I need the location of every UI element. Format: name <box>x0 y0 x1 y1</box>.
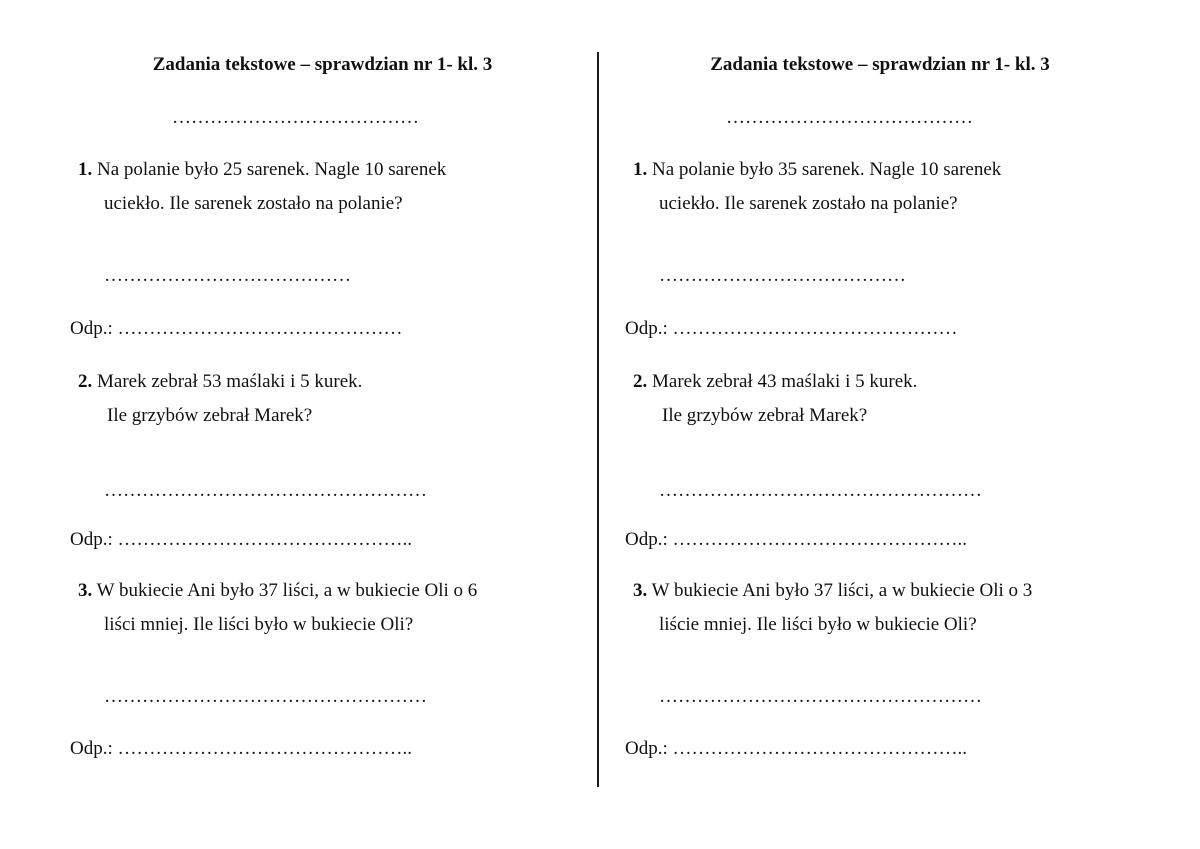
answer-line: Odp.: ……………………………………….. <box>625 738 967 759</box>
task-2-line-2: Ile grzybów zebrał Marek? <box>662 405 868 426</box>
task-2 <box>633 365 917 433</box>
answer-line: Odp.: ……………………………………….. <box>70 738 412 759</box>
task-text: Marek zebrał 53 maślaki i 5 kurek. <box>97 371 363 392</box>
task-1-line-1 <box>78 153 446 187</box>
calculation-line: ………………………………… <box>104 265 351 286</box>
task-text: W bukiecie Ani było 37 liści, a w bukiecie Oli o 3 <box>651 580 1033 601</box>
answer-line: Odp.: ……………………………………….. <box>625 529 967 550</box>
student-name-line: ………………………………… <box>172 107 419 128</box>
task-1-line-1 <box>633 153 1001 187</box>
task-2-line-2: Ile grzybów zebrał Marek? <box>107 405 313 426</box>
task-3-line-1 <box>633 574 1032 608</box>
task-3-line-2: liście mniej. Ile liści było w bukiecie Oli? <box>659 614 977 635</box>
task-1 <box>633 153 1001 221</box>
task-text: Marek zebrał 43 maślaki i 5 kurek. <box>652 371 918 392</box>
task-2-line-1 <box>78 365 362 399</box>
task-number: 3. <box>78 580 93 601</box>
test-title: Zadania tekstowe – sprawdzian nr 1- kl. 3 <box>710 54 1050 75</box>
task-2-line-1 <box>633 365 917 399</box>
task-3-line-1 <box>78 574 477 608</box>
task-text: Na polanie było 25 sarenek. Nagle 10 sarenek <box>97 159 447 180</box>
task-3 <box>633 574 1032 642</box>
calculation-line: …………………………………………… <box>104 480 427 501</box>
task-1-line-2: uciekło. Ile sarenek zostało na polanie? <box>104 193 403 214</box>
task-text: Na polanie było 35 sarenek. Nagle 10 sarenek <box>652 159 1002 180</box>
calculation-line: …………………………………………… <box>659 480 982 501</box>
student-name-line: ………………………………… <box>726 107 973 128</box>
answer-line: Odp.: ……………………………………….. <box>70 529 412 550</box>
calculation-line: …………………………………………… <box>104 686 427 707</box>
task-1-line-2: uciekło. Ile sarenek zostało na polanie? <box>659 193 958 214</box>
task-number: 1. <box>78 159 93 180</box>
test-version-left <box>0 0 560 849</box>
task-number: 2. <box>78 371 93 392</box>
answer-line: Odp.: ……………………………………… <box>70 318 403 339</box>
answer-line: Odp.: ……………………………………… <box>625 318 958 339</box>
task-number: 2. <box>633 371 648 392</box>
calculation-line: …………………………………………… <box>659 686 982 707</box>
task-3-line-2: liści mniej. Ile liści było w bukiecie Oli? <box>104 614 414 635</box>
task-2 <box>78 365 362 433</box>
test-version-right <box>555 0 1115 849</box>
task-text: W bukiecie Ani było 37 liści, a w bukiecie Oli o 6 <box>96 580 478 601</box>
task-3 <box>78 574 477 642</box>
task-number: 3. <box>633 580 648 601</box>
test-title: Zadania tekstowe – sprawdzian nr 1- kl. 3 <box>152 54 493 75</box>
calculation-line: ………………………………… <box>659 265 906 286</box>
task-1 <box>78 153 446 221</box>
task-number: 1. <box>633 159 648 180</box>
